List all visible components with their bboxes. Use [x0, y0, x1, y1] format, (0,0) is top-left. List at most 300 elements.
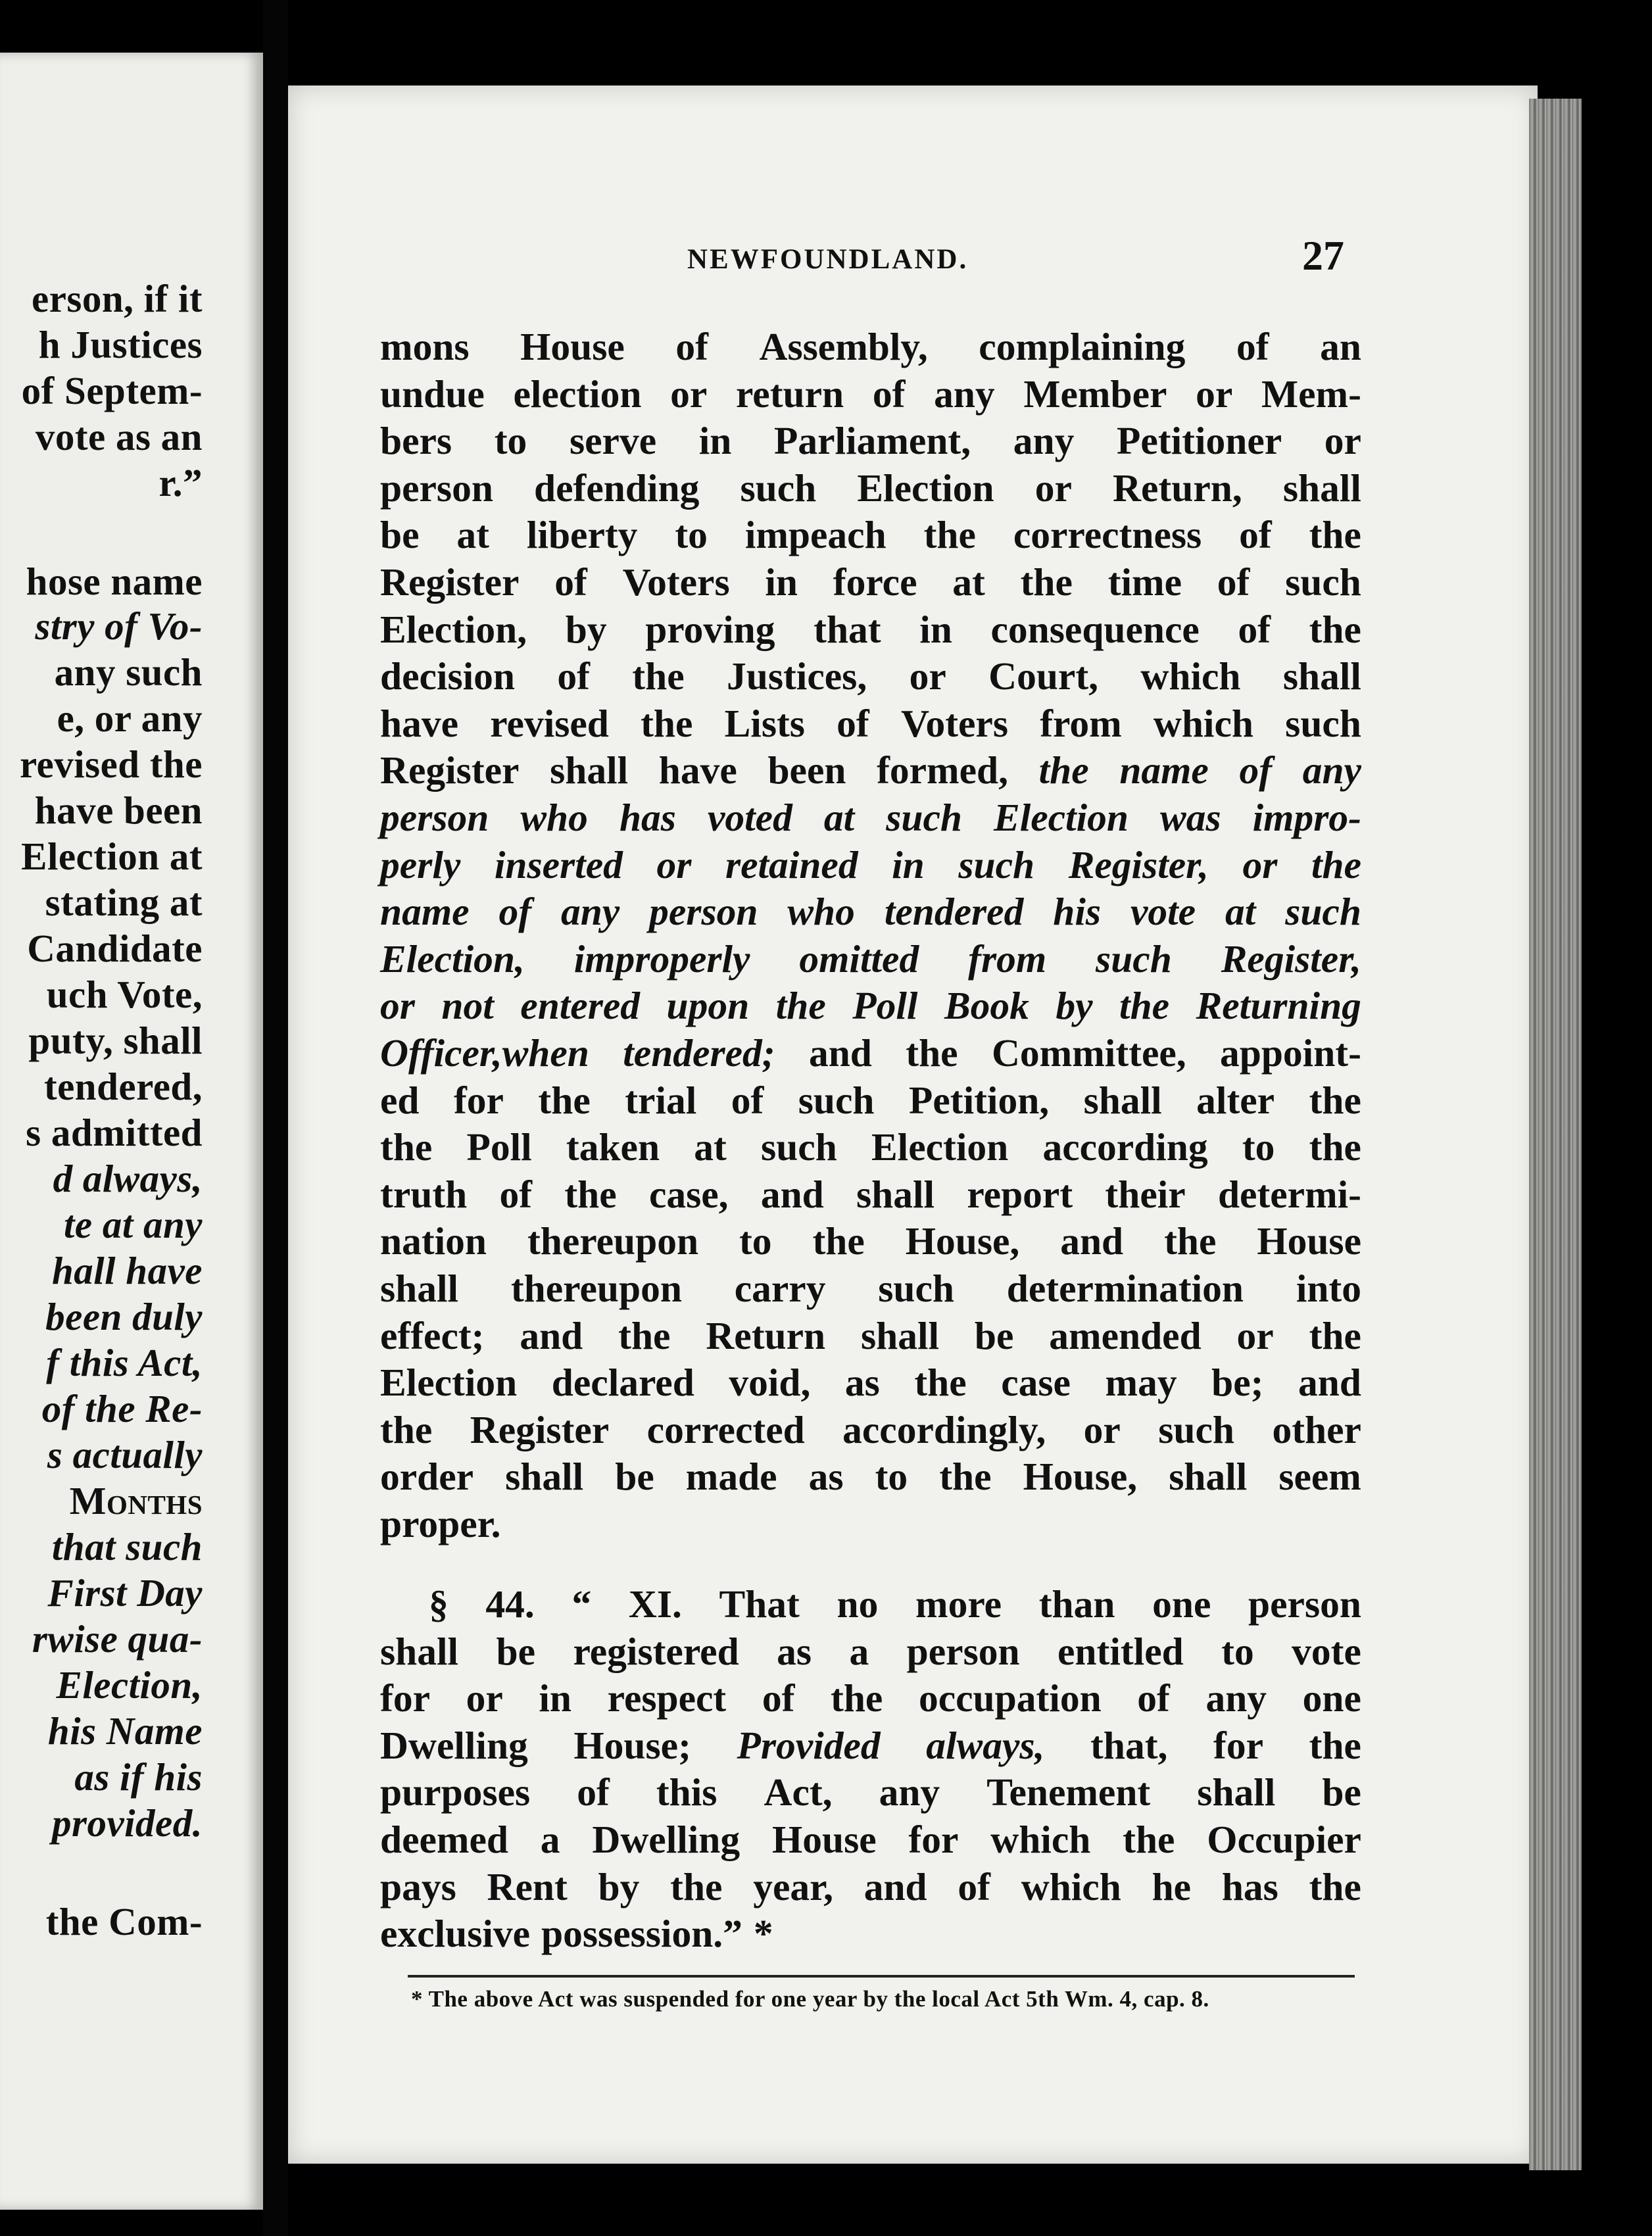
word: be — [974, 1313, 1014, 1357]
word: at — [694, 1125, 727, 1169]
word: person — [380, 466, 493, 510]
facing-page-line: r.” — [158, 461, 203, 504]
word: such — [1285, 701, 1361, 745]
word: an — [1320, 325, 1361, 368]
word: at — [823, 796, 855, 839]
word: Dwelling — [380, 1723, 528, 1767]
facing-page-line: revised the — [19, 742, 203, 786]
word: the — [1309, 1125, 1361, 1169]
word: Poll — [852, 984, 918, 1028]
word: trial — [625, 1078, 697, 1122]
word: election — [513, 372, 642, 416]
word: House, — [1023, 1455, 1138, 1499]
word: corrected — [646, 1407, 805, 1451]
word: or — [380, 984, 415, 1028]
facing-page-line: te at any — [64, 1203, 203, 1246]
word: his — [1053, 890, 1102, 934]
word: shall — [380, 1267, 459, 1310]
word: seem — [1278, 1455, 1361, 1499]
word: Voters — [900, 701, 1008, 745]
word: which — [990, 1818, 1091, 1861]
word: impeach — [744, 513, 887, 557]
word: respect — [607, 1676, 727, 1720]
word: the — [1123, 1818, 1175, 1861]
word: defending — [534, 466, 700, 510]
word: liberty — [526, 513, 638, 557]
text-line — [380, 325, 1361, 368]
word: Provided — [737, 1723, 881, 1767]
facing-page-line: any such — [54, 650, 203, 694]
word: was — [1160, 796, 1221, 839]
word: made — [685, 1455, 777, 1499]
text-line — [380, 1172, 1361, 1216]
facing-page-line: s admitted — [26, 1111, 203, 1154]
word: return — [735, 372, 844, 416]
word: House; — [573, 1723, 691, 1767]
word: the — [564, 1172, 617, 1216]
text-line — [380, 986, 1361, 1026]
text-line — [380, 892, 1361, 932]
word: in — [698, 419, 732, 463]
word: determination — [1006, 1267, 1244, 1310]
facing-page-line: Election, — [56, 1663, 203, 1707]
word: any — [1205, 1676, 1267, 1720]
word: name — [380, 890, 470, 934]
word: case — [1001, 1361, 1071, 1405]
word: who — [787, 890, 855, 934]
word: the — [1038, 748, 1089, 792]
word: a — [540, 1818, 560, 1861]
word: deemed — [380, 1818, 508, 1861]
word: or — [1236, 1313, 1274, 1357]
word: of — [837, 701, 869, 745]
word: Court, — [988, 654, 1099, 698]
word: from — [968, 936, 1047, 981]
word: as — [777, 1629, 812, 1673]
word: person — [906, 1629, 1020, 1673]
word: purposes — [380, 1770, 531, 1814]
facing-page-line: f this Act, — [46, 1341, 203, 1384]
word: of — [1239, 748, 1273, 792]
word: for — [908, 1818, 959, 1861]
facing-page-line: have been — [34, 789, 203, 832]
word: the — [939, 1455, 992, 1499]
word: impro- — [1252, 796, 1361, 839]
word: mons — [380, 325, 470, 368]
word: shall — [856, 1172, 935, 1216]
word: and — [863, 1864, 927, 1908]
word: for — [1213, 1723, 1264, 1767]
word: shall — [380, 1629, 459, 1673]
word: Register, — [1221, 936, 1361, 981]
word: or — [1196, 372, 1233, 416]
facing-page-fragment — [0, 53, 263, 2210]
word: or — [1034, 466, 1072, 510]
word: proving — [645, 607, 775, 651]
word: Dwelling — [592, 1818, 741, 1861]
word: Committee, — [991, 1031, 1186, 1075]
facing-page-line: Candidate — [27, 927, 203, 970]
word: upon — [666, 984, 750, 1028]
word: and — [760, 1172, 824, 1216]
word: Justices, — [727, 654, 867, 698]
facing-page-line: hose name — [26, 560, 203, 603]
text-line — [380, 372, 1361, 416]
facing-page-line: vote as an — [35, 415, 203, 458]
text-line — [380, 1770, 1361, 1814]
word: Tenement — [986, 1770, 1151, 1814]
word: into — [1296, 1267, 1361, 1310]
word: the — [538, 1078, 591, 1122]
word: such — [798, 1078, 875, 1122]
word: the — [775, 984, 826, 1028]
word: of — [498, 890, 532, 934]
word: the — [1164, 1219, 1217, 1263]
word: omitted — [799, 936, 919, 981]
word: the — [380, 1125, 433, 1169]
word: to — [675, 513, 708, 557]
word: by — [598, 1864, 640, 1908]
word: of — [958, 1864, 990, 1908]
word: Voters — [622, 560, 730, 604]
word: appoint- — [1220, 1031, 1361, 1075]
word: always, — [926, 1723, 1045, 1767]
word: of — [1239, 513, 1272, 557]
word: vote — [1292, 1629, 1361, 1673]
word: perly — [380, 842, 461, 887]
facing-page-line: s actually — [47, 1433, 203, 1476]
word: at — [456, 513, 489, 557]
word: report — [967, 1172, 1073, 1216]
word: which — [1140, 654, 1241, 698]
word: to — [494, 419, 527, 463]
facing-page-line: been duly — [45, 1295, 203, 1338]
word: any — [1302, 748, 1361, 792]
word: Election — [857, 466, 994, 510]
word: order — [380, 1455, 474, 1499]
word: determi- — [1217, 1172, 1361, 1216]
word: registered — [573, 1629, 739, 1673]
word: by — [565, 607, 607, 651]
word: Lists — [724, 701, 805, 745]
word: Return, — [1113, 466, 1242, 510]
facing-page-line: his Name — [47, 1709, 203, 1753]
word: House, — [905, 1219, 1020, 1263]
text-line — [380, 936, 1361, 981]
word: voted — [707, 796, 792, 839]
word: who — [520, 796, 588, 839]
word: of — [557, 654, 590, 698]
word: exclusive — [380, 1912, 531, 1956]
facing-page-line: Months — [69, 1479, 203, 1522]
word: than — [1038, 1582, 1115, 1626]
text-line — [380, 654, 1361, 698]
facing-page-line: First Day — [47, 1571, 203, 1615]
word: effect; — [380, 1313, 485, 1357]
word: Register — [380, 560, 520, 604]
word: and — [808, 1031, 872, 1075]
word: such — [878, 1267, 954, 1310]
word: force — [833, 560, 917, 604]
word: any — [934, 372, 995, 416]
word: to — [875, 1455, 908, 1499]
word: House — [520, 325, 625, 368]
word: the — [914, 1361, 967, 1405]
word: the — [618, 1313, 671, 1357]
word: XI. — [628, 1582, 682, 1626]
word: for — [380, 1676, 430, 1720]
word: occupation — [918, 1676, 1102, 1720]
word: their — [1105, 1172, 1186, 1216]
text-line — [380, 1031, 1361, 1075]
text-line — [380, 842, 1361, 887]
word: § — [429, 1582, 449, 1626]
footnote-rule — [408, 1975, 1355, 1978]
word: not — [441, 984, 494, 1028]
word: Assembly, — [759, 325, 928, 368]
word: declared — [551, 1361, 694, 1405]
text-line — [380, 798, 1361, 838]
word: to — [739, 1219, 772, 1263]
word: vote — [1130, 890, 1196, 934]
word: Election, — [380, 936, 525, 981]
word: person — [380, 796, 489, 839]
word: pays — [380, 1864, 456, 1908]
word: more — [915, 1582, 1002, 1626]
word: the — [1020, 560, 1073, 604]
word: in — [919, 607, 952, 651]
word: House — [1257, 1219, 1361, 1263]
word: been — [767, 748, 846, 792]
word: of — [675, 325, 708, 368]
facing-page-line: e, or any — [57, 696, 203, 740]
word: one — [1152, 1582, 1211, 1626]
word: Election — [871, 1125, 1009, 1169]
word: the — [1119, 984, 1170, 1028]
facing-page-line: h Justices — [38, 323, 203, 366]
word: tendered — [884, 890, 1024, 934]
word: this — [656, 1770, 717, 1814]
word: entitled — [1057, 1629, 1184, 1673]
word: carry — [734, 1267, 826, 1310]
word: of — [554, 560, 587, 604]
word: shall — [505, 1455, 584, 1499]
word: shall — [860, 1313, 940, 1357]
word: the — [812, 1219, 865, 1263]
text-line — [380, 1219, 1361, 1263]
word: that — [814, 607, 881, 651]
word: according — [1042, 1125, 1208, 1169]
text-line — [380, 1629, 1361, 1673]
facing-page-line: stating at — [45, 881, 203, 924]
word: as — [844, 1361, 880, 1405]
facing-page-line: d always, — [53, 1157, 203, 1200]
word: Parliament, — [774, 419, 971, 463]
word: one — [1302, 1676, 1361, 1720]
text-line — [380, 1125, 1361, 1169]
word: Return — [706, 1313, 826, 1357]
word: House — [771, 1818, 877, 1861]
word: the — [831, 1676, 883, 1720]
word: Book — [944, 984, 1029, 1028]
word: name — [1119, 748, 1209, 792]
word: inserted — [494, 842, 623, 887]
text-line — [380, 1820, 1361, 1860]
word: or — [1083, 1407, 1121, 1451]
word: in — [892, 842, 925, 887]
word: and — [1060, 1219, 1124, 1263]
word: Act, — [764, 1770, 833, 1814]
text-line — [380, 466, 1361, 510]
word: entered — [520, 984, 641, 1028]
word: accordingly, — [842, 1407, 1046, 1451]
word: such — [740, 466, 817, 510]
word: undue — [380, 372, 485, 416]
word: correctness — [1013, 513, 1202, 557]
word: of — [731, 1078, 764, 1122]
word: the — [1309, 1313, 1361, 1357]
word: the — [1309, 1078, 1361, 1122]
word: Rent — [487, 1864, 568, 1908]
word: * — [753, 1912, 773, 1956]
word: a — [849, 1629, 869, 1673]
word: the — [1311, 842, 1361, 887]
word: have — [658, 748, 737, 792]
word: “ — [571, 1582, 592, 1626]
word: or — [670, 372, 708, 416]
word: thereupon — [510, 1267, 682, 1310]
word: Election — [994, 796, 1129, 839]
word: be; — [1211, 1361, 1264, 1405]
text-line — [380, 1723, 1361, 1767]
word: ed — [380, 1078, 420, 1122]
word: Occupier — [1207, 1818, 1361, 1861]
text-line — [380, 1676, 1361, 1720]
word: of — [1137, 1676, 1170, 1720]
word: such — [761, 1125, 837, 1169]
word: Poll — [466, 1125, 532, 1169]
word: decision — [380, 654, 515, 698]
word: case, — [648, 1172, 729, 1216]
word: the — [1309, 513, 1361, 557]
facing-page-line: erson, if it — [32, 277, 203, 320]
word: Register — [380, 748, 520, 792]
word: such — [1158, 1407, 1235, 1451]
word: Election, — [380, 607, 527, 651]
word: or — [466, 1676, 503, 1720]
word: any — [1013, 419, 1075, 463]
word: have — [380, 701, 458, 745]
word: may — [1105, 1361, 1177, 1405]
word: of — [762, 1676, 795, 1720]
facing-page-line: puty, shall — [28, 1019, 203, 1062]
footnote: * The above Act was suspended for one year by the local Act 5th Wm. 4, cap. 8. — [411, 1986, 1209, 2012]
word: at — [952, 560, 985, 604]
text-line — [429, 1582, 1361, 1626]
text-line — [380, 419, 1361, 463]
word: time — [1107, 560, 1182, 604]
facing-page-line: tendered, — [43, 1065, 203, 1108]
word: Returning — [1196, 984, 1361, 1028]
word: to — [1242, 1125, 1275, 1169]
word: Petition, — [909, 1078, 1050, 1122]
word: other — [1272, 1407, 1361, 1451]
word: shall — [1282, 654, 1361, 698]
word: shall — [1083, 1078, 1162, 1122]
word: tendered; — [623, 1031, 775, 1075]
word: as — [808, 1455, 844, 1499]
word: the — [1309, 607, 1361, 651]
word: or — [909, 654, 946, 698]
text-line — [380, 701, 1361, 745]
word: and — [520, 1313, 583, 1357]
word: Petitioner — [1117, 419, 1282, 463]
word: Mem- — [1261, 372, 1361, 416]
word: of — [1238, 607, 1271, 651]
word: any — [879, 1770, 940, 1814]
text-line — [380, 1502, 1361, 1545]
text-line — [380, 560, 1361, 604]
word: the — [906, 1031, 958, 1075]
word: Election — [380, 1361, 518, 1405]
word: Member — [1023, 372, 1167, 416]
facing-page-line: rwise qua- — [32, 1617, 203, 1661]
word: by — [1056, 984, 1093, 1028]
word: has — [1221, 1864, 1278, 1908]
word: at — [1225, 890, 1256, 934]
word: such — [958, 842, 1035, 887]
facing-page-line: uch Vote, — [46, 973, 203, 1016]
text-line — [380, 1457, 1361, 1497]
word: the — [632, 654, 685, 698]
text-line — [380, 1363, 1361, 1403]
facing-page-line: of Septem- — [21, 369, 203, 412]
word: the — [380, 1407, 433, 1451]
text-line — [380, 1078, 1361, 1122]
word: the — [641, 701, 693, 745]
word: the — [670, 1864, 723, 1908]
facing-page-line: Election at — [21, 835, 203, 878]
word: shall — [550, 748, 629, 792]
word: void, — [729, 1361, 811, 1405]
word: for — [453, 1078, 504, 1122]
word: such — [886, 796, 962, 839]
running-head: NEWFOUNDLAND. — [687, 244, 969, 275]
word: and — [1298, 1361, 1361, 1405]
word: Officer,when — [380, 1031, 589, 1075]
facing-page-line: of the Re- — [41, 1387, 203, 1430]
word: nation — [380, 1219, 487, 1263]
text-line — [380, 1914, 1361, 1954]
word: from — [1040, 701, 1122, 745]
word: the — [923, 513, 976, 557]
word: has — [619, 796, 676, 839]
word: revised — [490, 701, 609, 745]
word: any — [560, 890, 620, 934]
text-line — [380, 748, 1361, 792]
word: of — [1217, 560, 1250, 604]
facing-page-line: provided. — [52, 1801, 203, 1845]
facing-page-line: the Com- — [45, 1900, 203, 1943]
word: truth — [380, 1172, 468, 1216]
word: be — [380, 513, 420, 557]
book-gutter — [263, 0, 288, 2236]
word: the — [1309, 1864, 1361, 1908]
text-line — [380, 1407, 1361, 1451]
word: That — [719, 1582, 800, 1626]
word: such — [1285, 890, 1361, 934]
word: person — [649, 890, 758, 934]
